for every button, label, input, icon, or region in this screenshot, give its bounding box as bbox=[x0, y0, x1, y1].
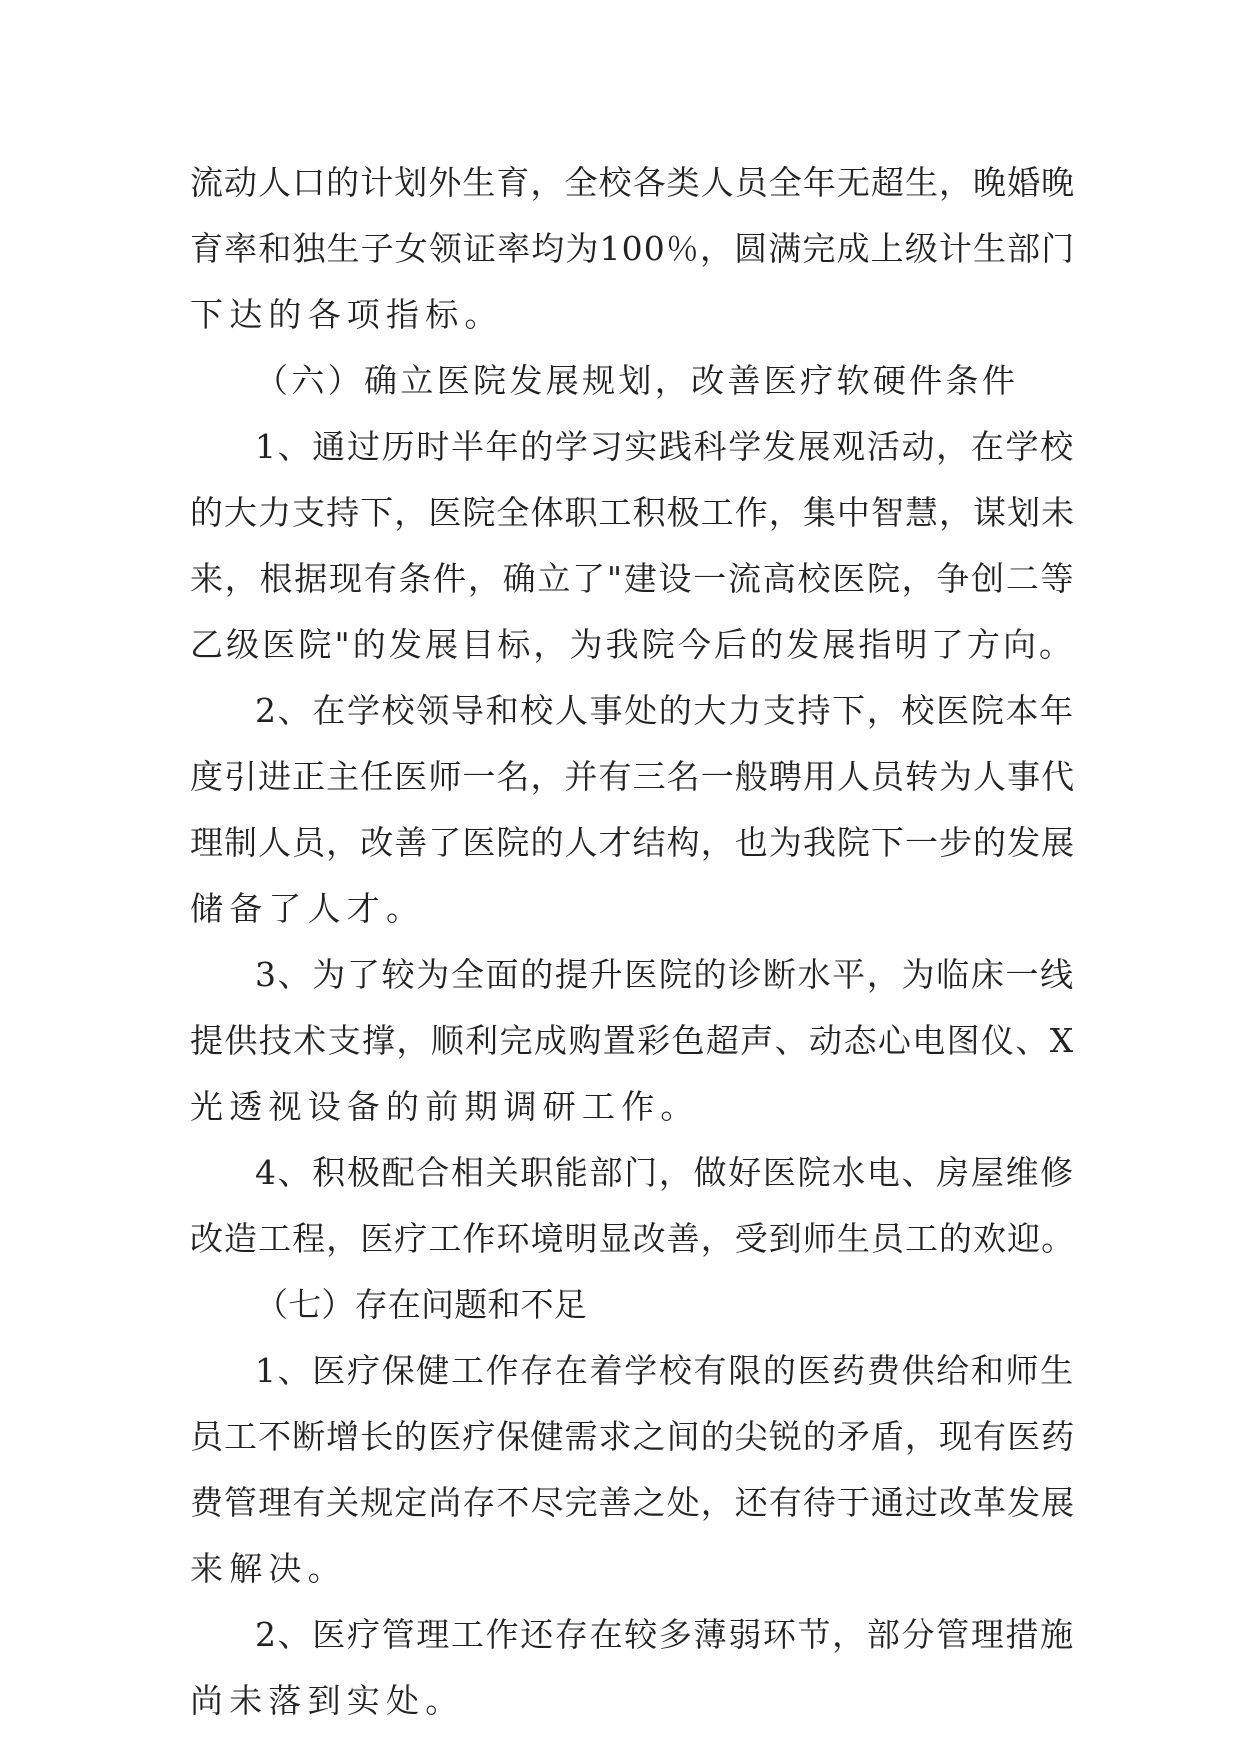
text-line: 3、为了较为全面的提升医院的诊断水平，为临床一线 bbox=[255, 955, 1075, 994]
text-line: 1、医疗保健工作存在着学校有限的医药费供给和师生 bbox=[255, 1351, 1075, 1390]
text-line: 员工不断增长的医疗保健需求之间的尖锐的矛盾，现有医药 bbox=[190, 1417, 1076, 1456]
text-line: 2、医疗管理工作还存在较多薄弱环节，部分管理措施 bbox=[255, 1615, 1075, 1654]
text-line: 2、在学校领导和校人事处的大力支持下，校医院本年 bbox=[255, 691, 1075, 730]
text-line: 1、通过历时半年的学习实践科学发展观活动，在学校 bbox=[255, 427, 1075, 466]
text-line: 4、积极配合相关职能部门，做好医院水电、房屋维修 bbox=[255, 1153, 1075, 1192]
text-line: 尚未落到实处。 bbox=[190, 1681, 465, 1720]
section-heading: （七）存在问题和不足 bbox=[255, 1285, 587, 1324]
text-line: 育率和独生子女领证率均为100％，圆满完成上级计生部门 bbox=[190, 229, 1076, 268]
section-heading: （六）确立医院发展规划，改善医疗软硬件条件 bbox=[255, 361, 1019, 400]
text-line: 改造工程，医疗工作环境明显改善，受到师生员工的欢迎。 bbox=[190, 1219, 1076, 1258]
text-line: 乙级医院"的发展目标，为我院今后的发展指明了方向。 bbox=[190, 625, 1076, 664]
text-line: 理制人员，改善了医院的人才结构，也为我院下一步的发展 bbox=[190, 823, 1076, 862]
text-line: 光透视设备的前期调研工作。 bbox=[190, 1087, 700, 1126]
text-line: 来，根据现有条件，确立了"建设一流高校医院，争创二等 bbox=[190, 559, 1076, 598]
text-line: 度引进正主任医师一名，并有三名一般聘用人员转为人事代 bbox=[190, 757, 1076, 796]
text-line: 的大力支持下，医院全体职工积极工作，集中智慧，谋划未 bbox=[190, 493, 1076, 532]
text-line: 流动人口的计划外生育，全校各类人员全年无超生，晚婚晚 bbox=[190, 163, 1076, 202]
text-line: 储备了人才。 bbox=[190, 889, 426, 928]
text-line: 提供技术支撑，顺利完成购置彩色超声、动态心电图仪、X bbox=[190, 1021, 1075, 1060]
text-line: 费管理有关规定尚存不尽完善之处，还有待于通过改革发展 bbox=[190, 1483, 1076, 1522]
text-line: 来解决。 bbox=[190, 1549, 347, 1588]
text-line: 下达的各项指标。 bbox=[190, 295, 504, 334]
